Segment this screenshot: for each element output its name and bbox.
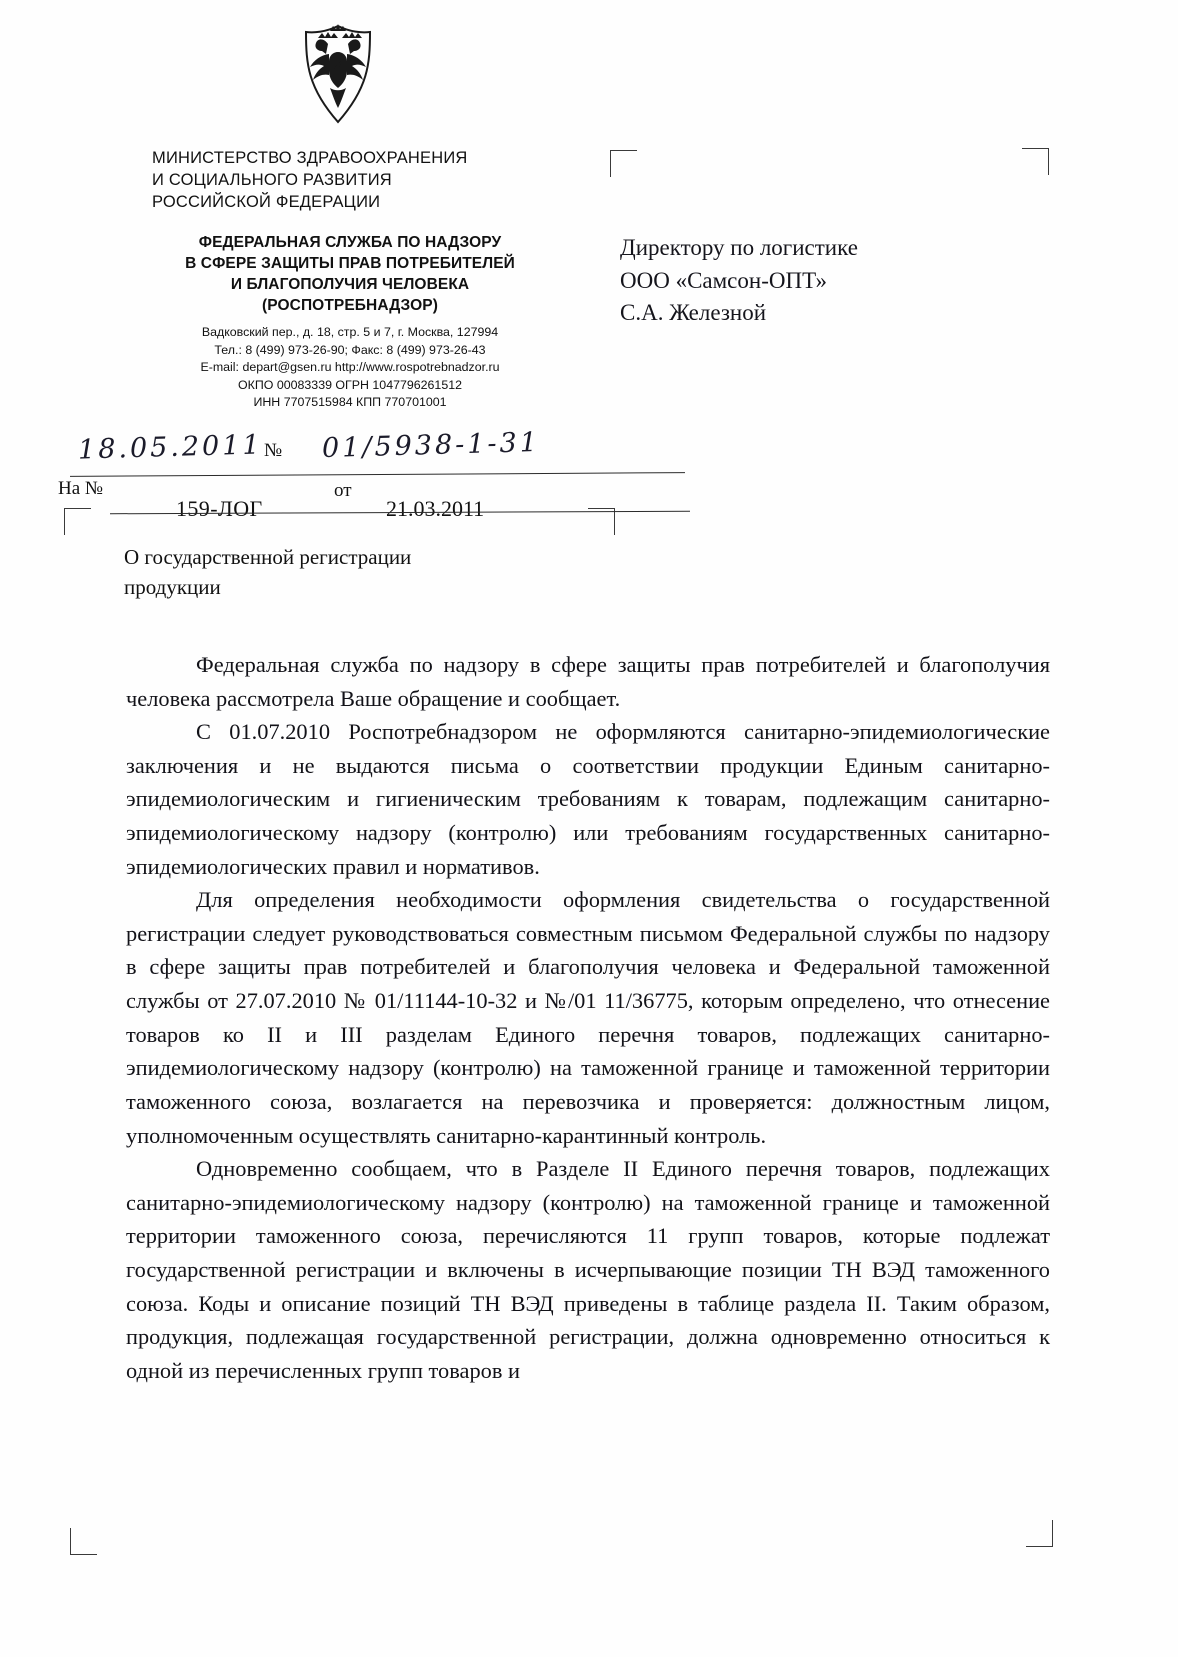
phone-fax: Тел.: 8 (499) 973-26-90; Факс: 8 (499) 973-26-43 bbox=[214, 342, 486, 357]
addressee-position: Директору по логистике bbox=[620, 235, 858, 260]
reference-na-label: На № bbox=[58, 478, 104, 499]
registration-number-label: № bbox=[264, 440, 283, 461]
email-website: E-mail: depart@gsen.ru http://www.rospotrebnadzor.ru bbox=[200, 360, 500, 375]
reference-incoming-number: 159-ЛОГ bbox=[176, 496, 263, 521]
addressee-block bbox=[620, 232, 858, 330]
corner-mark-top-left-inner bbox=[610, 150, 637, 177]
subject-line-1: О государственной регистрации bbox=[124, 545, 412, 569]
postal-address: Вадковский пер., д. 18, стр. 5 и 7, г. Москва, 127994 bbox=[201, 324, 499, 339]
okpo-ogrn: ОКПО 00083339 ОГРН 1047796261512 bbox=[238, 377, 462, 392]
body-paragraph: Федеральная служба по надзору в сфере защиты прав потребителей и благополучия человека рассмотрела Ваше обращение и сообщает. bbox=[126, 652, 1050, 711]
registration-number: 01/5938-1-31 bbox=[321, 426, 541, 465]
ministry-name: МИНИСТЕРСТВО ЗДРАВООХРАНЕНИЯ И СОЦИАЛЬНОГО РАЗВИТИЯ РОССИЙСКОЙ ФЕДЕРАЦИИ bbox=[152, 149, 468, 211]
subject-block bbox=[124, 542, 554, 603]
registration-line bbox=[72, 426, 672, 472]
service-name: ФЕДЕРАЛЬНАЯ СЛУЖБА ПО НАДЗОРУ В СФЕРЕ ЗАЩИТЫ ПРАВ ПОТРЕБИТЕЛЕЙ И БЛАГОПОЛУЧИЯ ЧЕЛОВЕКА (РОСПОТРЕБНАДЗОР) bbox=[185, 234, 515, 315]
addressee-company: ООО «Самсон-ОПТ» bbox=[620, 267, 828, 293]
letter-body bbox=[126, 648, 1050, 1387]
reference-incoming-date: 21.03.2011 bbox=[386, 496, 485, 521]
contact-block bbox=[140, 324, 560, 412]
body-paragraph: Одновременно сообщаем, что в Разделе II Единого перечня товаров, подлежащих санитарно-эпидемиологическому надзору (контролю) на таможенной границе и таможенной территории таможенного союза, перечисляются 11 групп товаров, которые подлежат государственной регистрации и включены в исчерпывающие позиции ТН ВЭД таможенного союза. Коды и описание позиций ТН ВЭД приведены в таблице раздела II. Таким образом, продукция, подлежащая государственной регистрации, должна одновременно относиться к одной из перечисленных групп товаров и bbox=[126, 1156, 1050, 1383]
corner-mark-mid-left bbox=[64, 508, 91, 535]
corner-mark-top-right bbox=[1022, 148, 1049, 175]
corner-mark-bottom-right bbox=[1026, 1520, 1053, 1547]
registration-rule bbox=[70, 472, 685, 477]
corner-mark-bottom-left bbox=[70, 1528, 97, 1555]
subject-line-2: продукции bbox=[124, 575, 221, 600]
addressee-person: С.А. Железной bbox=[620, 300, 767, 326]
registration-date: 18.05.2011 bbox=[77, 429, 263, 466]
inn-kpp: ИНН 7707515984 КПП 770701001 bbox=[253, 395, 447, 410]
russian-coat-of-arms-icon bbox=[290, 18, 386, 130]
letterhead bbox=[140, 148, 560, 412]
reference-ot-label: от bbox=[334, 480, 352, 501]
body-paragraph: С 01.07.2010 Роспотребнадзором не оформляются санитарно-эпидемиологические заключения и не выдаются письма о соответствии продукции Единым санитарно-эпидемиологическим и гигиеническим требованиям к товарам, подлежащим санитарно-эпидемиологическому надзору (контролю) или требованиям государственных санитарно-эпидемиологических правил и нормативов. bbox=[126, 719, 1050, 879]
body-paragraph: Для определения необходимости оформления свидетельства о государственной регистрации следует руководствоваться совместным письмом Федеральной службы по надзору в сфере защиты прав потребителей и благополучия человека и Федеральной таможенной службы от 27.07.2010 № 01/11144-10-32 и №/01 11/36775, которым определено, что отнесение товаров ко II и III разделам Единого перечня товаров, подлежащих санитарно-эпидемиологическому надзору (контролю) на таможенной границе и таможенной территории таможенного союза, возлагается на перевозчика и проверяется: должностным лицом, уполномоченным осуществлять санитарно-карантинный контроль. bbox=[126, 887, 1050, 1148]
